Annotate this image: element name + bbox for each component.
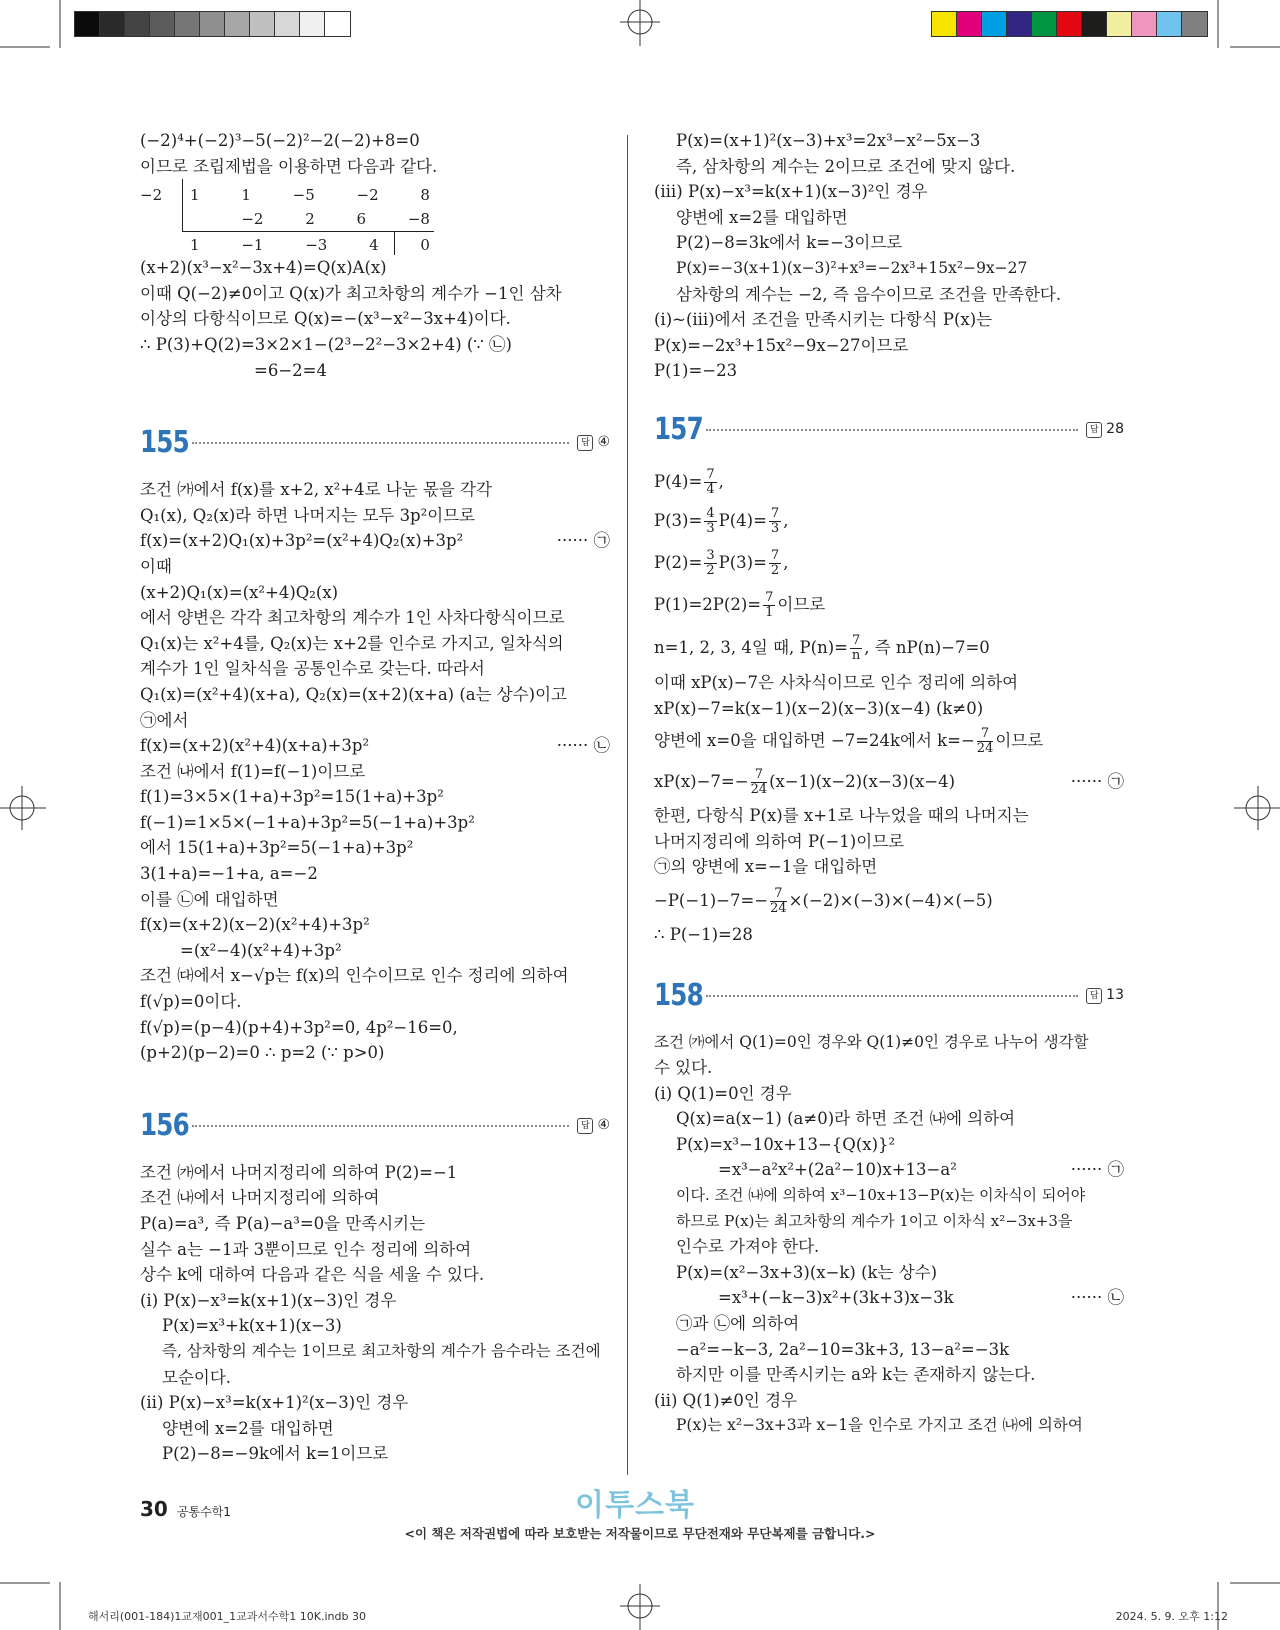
- right-column: [654, 128, 1124, 1439]
- text-line: =x³−a²x²+(2a²−10)x+13−a² ······ ㉠: [654, 1157, 1124, 1183]
- text-line: 3(1+a)=−1+a, a=−2: [140, 864, 318, 884]
- text-line: 수 있다.: [654, 1058, 713, 1078]
- dotted-leader: [192, 1125, 569, 1127]
- color-swatch: [150, 12, 175, 36]
- synth-vline: [182, 179, 183, 231]
- text-line: Q(x)=a(x−1) (a≠0)라 하면 조건 ㈏에 의하여: [676, 1109, 1016, 1129]
- publisher-logo: 이투스북: [575, 1488, 695, 1523]
- text-line: (x+2)Q₁(x)=(x²+4)Q₂(x): [140, 582, 339, 602]
- problem-number: 156: [140, 1108, 189, 1144]
- text-line: 양변에 x=2를 대입하면: [162, 1418, 334, 1438]
- text-line: 이상의 다항식이므로 Q(x)=−(x³−x²−3x+4)이다.: [140, 309, 511, 329]
- text-line: ㉠과 ㉡에 의하여: [676, 1314, 800, 1334]
- color-swatch: [1132, 12, 1157, 36]
- text-line: P(1)=2P(2)= $\frac{7}{1}$ 이므로: [654, 589, 826, 620]
- text-line: xP(x)−7=k(x−1)(x−2)(x−3)(x−4) (k≠0): [654, 698, 984, 718]
- color-swatch: [100, 12, 125, 36]
- text-line: (ⅰ) Q(1)=0인 경우: [654, 1083, 792, 1103]
- text-line: 조건 ㈎에서 Q(1)=0인 경우와 Q(1)≠0인 경우로 나누어 생각할: [654, 1032, 1089, 1051]
- text-line: P(1)=−23: [654, 361, 738, 381]
- text-line: f(x)=(x+2)Q₁(x)+3p²=(x²+4)Q₂(x)+3p² ······ ㉠: [140, 528, 610, 554]
- text-line: f(√p)=0이다.: [140, 992, 242, 1012]
- dotted-leader: [706, 429, 1078, 431]
- text-line: f(√p)=(p−4)(p+4)+3p²=0, 4p²−16=0,: [140, 1017, 458, 1037]
- text-line: f(x)=(x+2)(x−2)(x²+4)+3p²: [140, 915, 370, 935]
- text-line: P(x)는 x²−3x+3과 x−1을 인수로 가지고 조건 ㈏에 의하여: [676, 1416, 1083, 1435]
- text-line: 이때 Q(−2)≠0이고 Q(x)가 최고차항의 계수가 −1인 삼차: [140, 283, 562, 303]
- color-swatch: [1082, 12, 1107, 36]
- text-line: 양변에 x=0을 대입하면 −7=24k에서 k=− $\frac{7}{24}$ 이므로: [654, 726, 1044, 757]
- text-line: P(2)−8=−9k에서 k=1이므로: [162, 1444, 389, 1464]
- text-line: Q₁(x)=(x²+4)(x+a), Q₂(x)=(x+2)(x+a) (a는 상수)이고: [140, 684, 567, 704]
- text-line: 삼차항의 계수는 −2, 즉 음수이므로 조건을 만족한다.: [676, 284, 1062, 304]
- text-line: n=1, 2, 3, 4일 때, P(n)= $\frac{7}{n}$ , 즉 nP(n)−7=0: [654, 632, 990, 663]
- color-swatch: [1057, 12, 1082, 36]
- color-swatch: [175, 12, 200, 36]
- text-line: (ⅱ) Q(1)≠0인 경우: [654, 1390, 797, 1410]
- eq-tag: ······ ㉡: [556, 736, 610, 756]
- color-swatch: [325, 12, 350, 36]
- text-line: −P(−1)−7=− $\frac{7}{24}$ ×(−2)×(−3)×(−4)×(−5): [654, 885, 993, 916]
- text-line: 조건 ㈎에서 나머지정리에 의하여 P(2)=−1: [140, 1162, 458, 1182]
- text-line: P(x)=−2x³+15x²−9x−27이므로: [654, 335, 909, 355]
- synthetic-division: [140, 179, 610, 255]
- page-number: 30: [140, 1497, 168, 1521]
- text-line: (ⅲ) P(x)−x³=k(x+1)(x−3)²인 경우: [654, 182, 928, 202]
- text-line: Q₁(x), Q₂(x)라 하면 나머지는 모두 3p²이므로: [140, 505, 476, 525]
- text-line: 이때: [140, 556, 172, 576]
- color-swatch: [1107, 12, 1132, 36]
- text-line: P(x)=−3(x+1)(x−3)²+x³=−2x³+15x²−9x−27: [676, 258, 1028, 277]
- color-swatch: [957, 12, 982, 36]
- answer-icon: 답: [1086, 988, 1102, 1004]
- answer: 답 ④: [577, 1113, 610, 1139]
- color-swatch: [275, 12, 300, 36]
- copyright-notice: <이 책은 저작권법에 따라 보호받는 저작물이므로 무단전재와 무단복제를 금합니다.>: [404, 1526, 876, 1541]
- text-line: 이때 xP(x)−7은 사차식이므로 인수 정리에 의하여: [654, 672, 1019, 692]
- text-line: P(x)=x³+k(x+1)(x−3): [162, 1316, 342, 1336]
- dotted-leader: [706, 995, 1078, 997]
- text-line: P(3)= $\frac{4}{3}$ P(4)= $\frac{7}{3}$ ,: [654, 505, 789, 536]
- text-line: =6−2=4: [254, 360, 327, 380]
- eq-tag: ······ ㉠: [556, 531, 610, 551]
- text-line: 모순이다.: [162, 1367, 232, 1387]
- text-line: 계수가 1인 일차식을 공통인수로 갖는다. 따라서: [140, 659, 485, 679]
- eq-tag: ······ ㉠: [1070, 1160, 1124, 1180]
- text-line: ㉠의 양변에 x=−1을 대입하면: [654, 857, 878, 877]
- text-line: 즉, 삼차항의 계수는 1이므로 최고차항의 계수가 음수라는 조건에: [162, 1341, 601, 1360]
- text-line: 하지만 이를 만족시키는 a와 k는 존재하지 않는다.: [676, 1365, 1036, 1385]
- print-timestamp: 2024. 5. 9. 오후 1:12: [1115, 1610, 1228, 1623]
- text-line: ∴ P(−1)=28: [654, 924, 753, 944]
- eq-tag: ······ ㉡: [1070, 1288, 1124, 1308]
- text-line: f(1)=3×5×(1+a)+3p²=15(1+a)+3p²: [140, 787, 444, 807]
- text-line: 조건 ㈏에서 나머지정리에 의하여: [140, 1188, 380, 1208]
- text-line: −a²=−k−3, 2a²−10=3k+3, 13−a²=−3k: [676, 1339, 1010, 1359]
- text-line: 에서 양변은 각각 최고차항의 계수가 1인 사차다항식이므로: [140, 608, 565, 628]
- left-column: [140, 128, 610, 1467]
- answer: 답 13: [1086, 983, 1124, 1009]
- synth-row2: −2 2 6 −8: [241, 210, 430, 229]
- text-line: ∴ P(3)+Q(2)=3×2×1−(2³−2²−3×2+4) (∵ ㉡): [140, 334, 512, 354]
- text-line: P(x)=(x²−3x+3)(x−k) (k는 상수): [676, 1262, 938, 1282]
- text-line: 조건 ㈐에서 x−√p는 f(x)의 인수이므로 인수 정리에 의하여: [140, 966, 569, 986]
- problem-header-158: [654, 976, 1124, 1016]
- color-swatch: [932, 12, 957, 36]
- text-line: 즉, 삼차항의 계수는 2이므로 조건에 맞지 않다.: [676, 156, 1016, 176]
- synth-row1: 1 1 −5 −2 8: [190, 186, 430, 205]
- text-line: P(2)−8=3k에서 k=−3이므로: [676, 233, 903, 253]
- text-line: =x³+(−k−3)x²+(3k+3)x−3k ······ ㉡: [654, 1285, 1124, 1311]
- text-line: 이를 ㉡에 대입하면: [140, 889, 279, 909]
- book-title: 공통수학1: [176, 1505, 231, 1519]
- column-divider: [627, 135, 628, 1475]
- color-swatch: [1032, 12, 1057, 36]
- color-swatch: [200, 12, 225, 36]
- text-line: 하므로 P(x)는 최고차항의 계수가 1이고 이차식 x²−3x+3을: [676, 1211, 1073, 1230]
- color-swatch: [75, 12, 100, 36]
- color-swatch: [982, 12, 1007, 36]
- text-line: 에서 15(1+a)+3p²=5(−1+a)+3p²: [140, 838, 414, 858]
- text-line: P(4)= $\frac{7}{4}$ ,: [654, 466, 724, 497]
- text-line: =(x²−4)(x²+4)+3p²: [180, 940, 342, 960]
- text-line: 양변에 x=2를 대입하면: [676, 207, 848, 227]
- problem-number: 155: [140, 425, 189, 461]
- answer: 답 28: [1086, 417, 1124, 443]
- color-swatch: [300, 12, 325, 36]
- text-line: 조건 ㈏에서 f(1)=f(−1)이므로: [140, 761, 366, 781]
- text-line: 이다. 조건 ㈏에 의하여 x³−10x+13−P(x)는 이차식이 되어야: [676, 1186, 1086, 1205]
- grayscale-bar: [75, 12, 350, 36]
- dotted-leader: [192, 442, 569, 444]
- answer-icon: 답: [577, 435, 593, 451]
- text-line: 인수로 가져야 한다.: [676, 1237, 820, 1257]
- text-line: 한편, 다항식 P(x)를 x+1로 나누었을 때의 나머지는: [654, 806, 1029, 826]
- problem-number: 158: [654, 977, 703, 1013]
- color-swatch: [1182, 12, 1207, 36]
- file-info: 해서리(001-184)1교재001_1교과서수학1 10K.indb 30: [88, 1610, 366, 1623]
- answer-icon: 답: [1086, 422, 1102, 438]
- color-bar: [932, 12, 1207, 36]
- color-swatch: [1007, 12, 1032, 36]
- text-line: ㉠에서: [140, 710, 189, 730]
- text-line: f(x)=(x+2)(x²+4)(x+a)+3p² ······ ㉡: [140, 733, 610, 759]
- problem-number: 157: [654, 412, 703, 448]
- color-swatch: [250, 12, 275, 36]
- text-line: 상수 k에 대하여 다음과 같은 식을 세울 수 있다.: [140, 1265, 485, 1285]
- text-line: P(x)=(x+1)²(x−3)+x³=2x³−x²−5x−3: [676, 131, 981, 150]
- color-swatch: [1157, 12, 1182, 36]
- text-line: P(2)= $\frac{3}{2}$ P(3)= $\frac{7}{2}$ ,: [654, 547, 789, 578]
- text-line: Q₁(x)는 x²+4를, Q₂(x)는 x+2를 인수로 가지고, 일차식의: [140, 633, 564, 653]
- text-line: 실수 a는 −1과 3뿐이므로 인수 정리에 의하여: [140, 1239, 472, 1259]
- text-line: (−2)⁴+(−2)³−5(−2)²−2(−2)+8=0: [140, 131, 420, 150]
- synth-root: −2: [140, 186, 163, 205]
- text-line: (p+2)(p−2)=0 ∴ p=2 (∵ p>0): [140, 1043, 385, 1063]
- synth-row3: 1 −1 −3 4 0: [190, 236, 430, 255]
- text-line: (ⅱ) P(x)−x³=k(x+1)²(x−3)인 경우: [140, 1393, 409, 1413]
- text-line: 이므로 조립제법을 이용하면 다음과 같다.: [140, 156, 438, 176]
- answer: 답 ④: [577, 430, 610, 456]
- text-line: P(x)=x³−10x+13−{Q(x)}²: [676, 1134, 896, 1154]
- text-line: 나머지정리에 의하여 P(−1)이므로: [654, 831, 905, 851]
- text-line: (x+2)(x³−x²−3x+4)=Q(x)A(x): [140, 258, 387, 278]
- text-line: f(−1)=1×5×(−1+a)+3p²=5(−1+a)+3p²: [140, 812, 475, 832]
- eq-tag: ······ ㉠: [1070, 772, 1124, 792]
- text-line: P(a)=a³, 즉 P(a)−a³=0을 만족시키는: [140, 1214, 426, 1233]
- problem-header-157: [654, 410, 1124, 450]
- answer-icon: 답: [577, 1118, 593, 1134]
- color-swatch: [225, 12, 250, 36]
- problem-header-156: [140, 1106, 610, 1146]
- text-line: 조건 ㈎에서 f(x)를 x+2, x²+4로 나눈 몫을 각각: [140, 480, 492, 500]
- problem-header-155: [140, 423, 610, 463]
- text-line: (ⅰ) P(x)−x³=k(x+1)(x−3)인 경우: [140, 1290, 397, 1310]
- page-footer: [140, 1497, 231, 1521]
- text-line: xP(x)−7=− $\frac{7}{24}$ (x−1)(x−2)(x−3)(x−4) ······ ㉠: [654, 761, 1124, 803]
- color-swatch: [125, 12, 150, 36]
- text-line: (ⅰ)~(ⅲ)에서 조건을 만족시키는 다항식 P(x)는: [654, 310, 993, 330]
